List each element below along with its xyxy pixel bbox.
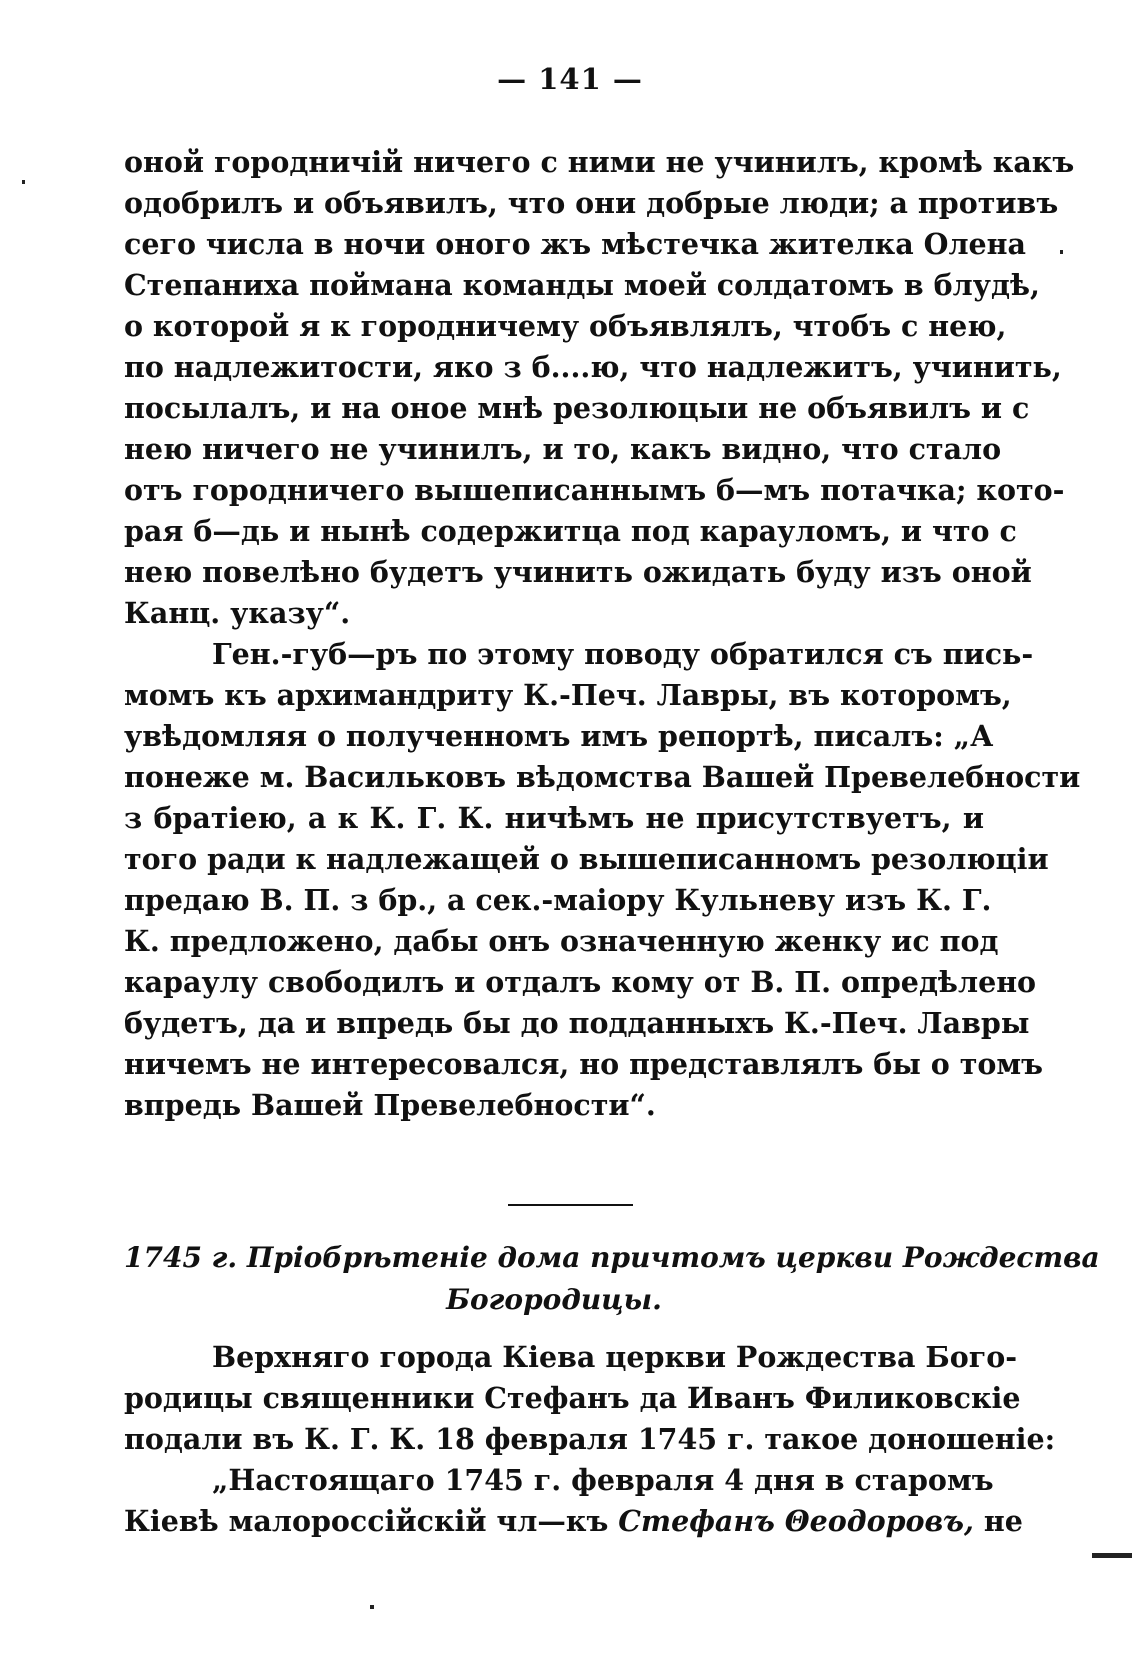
text-line: предаю В. П. з бр., а сек.-маіору Кульневу изъ К. Г. bbox=[124, 883, 992, 917]
text-line: одобрилъ и объявилъ, что они добрые люди; а противъ bbox=[124, 186, 1059, 220]
scan-mark bbox=[1092, 1553, 1132, 1558]
text-line: подали въ К. Г. К. 18 февраля 1745 г. такое доношеніе: bbox=[124, 1422, 1056, 1456]
heading-line: Богородицы. bbox=[446, 1283, 662, 1316]
text-line: будетъ, да и впредь бы до подданныхъ К.-Печ. Лавры bbox=[124, 1006, 1030, 1040]
text-line: „Настоящаго 1745 г. февраля 4 дня в старомъ bbox=[212, 1463, 994, 1497]
text-line: оной городничій ничего с ними не учинилъ, кромѣ какъ bbox=[124, 145, 1075, 179]
text-line: увѣдомляя о полученномъ имъ репортѣ, писалъ: „А bbox=[124, 719, 994, 753]
text-line: караулу свободилъ и отдалъ кому от В. П. опредѣлено bbox=[124, 965, 1037, 999]
text-line: Степаниха поймана команды моей солдатомъ в блудѣ, bbox=[124, 268, 1040, 302]
text-line: того ради к надлежащей о вышеписанномъ резолюціи bbox=[124, 842, 1049, 876]
text-line: момъ къ архимандриту К.-Печ. Лавры, въ которомъ, bbox=[124, 678, 1012, 712]
text-line: отъ городничего вышеписаннымъ б—мъ потачка; кото- bbox=[124, 473, 1065, 507]
text-line: родицы священники Стефанъ да Иванъ Филиковскіе bbox=[124, 1381, 1021, 1415]
scan-speck bbox=[370, 1605, 374, 1609]
scan-speck bbox=[22, 180, 25, 184]
section-divider bbox=[508, 1204, 633, 1206]
text-line: Канц. указу“. bbox=[124, 596, 351, 630]
text-line: ничемъ не интересовался, но представлялъ бы о томъ bbox=[124, 1047, 1044, 1081]
text-line: по надлежитости, яко з б....ю, что надлежитъ, учинить, bbox=[124, 350, 1062, 384]
text-line: впредь Вашей Превелебности“. bbox=[124, 1088, 656, 1122]
person-name: Стефанъ Θеодоровъ, bbox=[618, 1504, 974, 1538]
scan-speck bbox=[1060, 250, 1063, 254]
text-line bbox=[124, 1501, 1023, 1541]
text-segment: Кіевѣ малороссійскій чл—къ bbox=[124, 1504, 609, 1538]
heading-line: 1745 г. Пріобрѣтеніе дома причтомъ церкви Рождества bbox=[124, 1241, 1100, 1274]
text-line: нею ничего не учинилъ, и то, какъ видно, что стало bbox=[124, 432, 1002, 466]
page-number: — 141 — bbox=[497, 62, 643, 96]
text-line: сего числа в ночи оного жъ мѣстечка жителка Олена bbox=[124, 227, 1026, 261]
text-line: з братіею, а к К. Г. К. ничѣмъ не присутствуетъ, и bbox=[124, 801, 984, 835]
text-line: посылалъ, и на оное мнѣ резолюцыи не объявилъ и с bbox=[124, 391, 1030, 425]
text-line: нею повелѣно будетъ учинить ожидать буду изъ оной bbox=[124, 555, 1032, 589]
text-line: рая б—дь и нынѣ содержитца под карауломъ, и что с bbox=[124, 514, 1017, 548]
text-line: К. предложено, дабы онъ означенную женку ис под bbox=[124, 924, 999, 958]
text-segment: не bbox=[983, 1504, 1023, 1538]
text-line: Ген.-губ—ръ по этому поводу обратился съ пись- bbox=[212, 637, 1034, 671]
text-line: Верхняго города Кіева церкви Рождества Бого- bbox=[212, 1340, 1018, 1374]
text-line: о которой я к городничему объявлялъ, чтобъ с нею, bbox=[124, 309, 1007, 343]
text-line: понеже м. Васильковъ вѣдомства Вашей Превелебности bbox=[124, 760, 1081, 794]
